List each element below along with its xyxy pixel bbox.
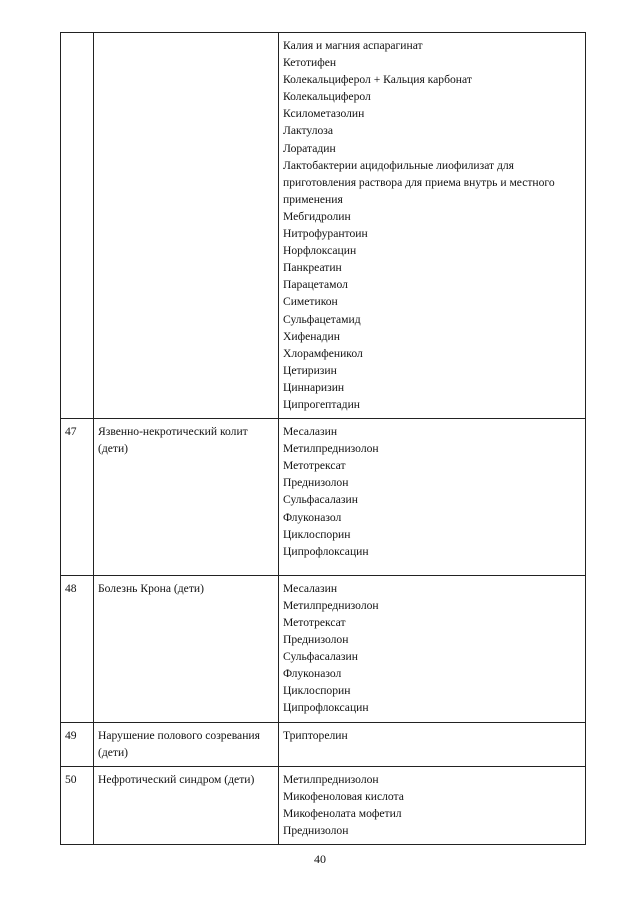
drug-item: Цетиризин (283, 363, 337, 377)
drug-item: Циннаризин (283, 380, 345, 394)
drug-item: Метилпреднизолон (283, 598, 379, 612)
row-spacer (283, 560, 581, 570)
disease-name: Болезнь Крона (дети) (94, 575, 279, 722)
drug-item: Парацетамол (283, 278, 348, 292)
table-row (61, 766, 586, 844)
row-number: 47 (61, 419, 94, 576)
drug-item: Циклоспорин (283, 684, 351, 698)
drug-item: Лоратадин (283, 141, 336, 155)
drug-list (279, 575, 586, 722)
row-number: 48 (61, 575, 94, 722)
row-number: 49 (61, 722, 94, 766)
drug-list (279, 419, 586, 576)
page-number: 40 (314, 852, 326, 866)
drug-item: Метилпреднизолон (283, 442, 379, 456)
drug-item: Хлорамфеникол (283, 346, 363, 360)
disease-name: Нефротический синдром (дети) (94, 766, 279, 844)
drug-item: Панкреатин (283, 261, 342, 275)
drug-item: Месалазин (283, 581, 338, 595)
drug-item: Циклоспорин (283, 527, 351, 541)
drug-item: Преднизолон (283, 824, 349, 838)
drug-item: Месалазин (283, 425, 338, 439)
drug-item: Норфлоксацин (283, 244, 357, 258)
drug-item: Микофеноловая кислота (283, 789, 404, 803)
drug-item: Ципрофлоксацин (283, 701, 369, 715)
drug-item: Кетотифен (283, 56, 337, 70)
drug-item: Лактулоза (283, 124, 333, 138)
drug-item: Ципрогептадин (283, 397, 360, 411)
drug-list (279, 722, 586, 766)
drug-item: Преднизолон (283, 633, 349, 647)
drug-item: Метилпреднизолон (283, 772, 379, 786)
drug-item: Сульфасалазин (283, 650, 358, 664)
disease-drug-table (60, 32, 586, 845)
drug-item: Флуконазол (283, 510, 342, 524)
table-row (61, 33, 586, 419)
row-number: 50 (61, 766, 94, 844)
row-number (61, 33, 94, 419)
drug-item: Флуконазол (283, 667, 342, 681)
drug-list (279, 33, 586, 419)
drug-item: Метотрексат (283, 616, 346, 629)
drug-list (279, 766, 586, 844)
table-row (61, 575, 586, 722)
row-spacer (283, 744, 581, 754)
drug-item: Калия и магния аспарагинат (283, 39, 423, 52)
drug-item: Метотрексат (283, 459, 346, 473)
drug-item: Колекальциферол (283, 90, 371, 104)
drug-item: Нитрофурантоин (283, 227, 368, 241)
disease-name: Нарушение полового созревания (дети) (94, 722, 279, 766)
disease-name: Язвенно-некротический колит (дети) (94, 419, 279, 576)
drug-item: Ципрофлоксацин (283, 544, 369, 558)
table-row (61, 419, 586, 576)
drug-item: Преднизолон (283, 476, 349, 490)
drug-item: Мебгидролин (283, 209, 351, 223)
drug-item: Хифенадин (283, 329, 340, 343)
drug-item: Колекальциферол + Кальция карбонат (283, 73, 472, 87)
drug-item: Сульфацетамид (283, 312, 361, 326)
drug-item: Лактобактерии ацидофильные лиофилизат для приготовления раствора для приема внутрь и местного применения (283, 158, 555, 206)
drug-item: Симетикон (283, 295, 338, 309)
drug-item: Микофенолата мофетил (283, 806, 402, 820)
drug-item: Ксилометазолин (283, 107, 365, 121)
drug-item: Трипторелин (283, 728, 348, 742)
drug-item: Сульфасалазин (283, 493, 358, 507)
table-row (61, 722, 586, 766)
disease-name (94, 33, 279, 419)
